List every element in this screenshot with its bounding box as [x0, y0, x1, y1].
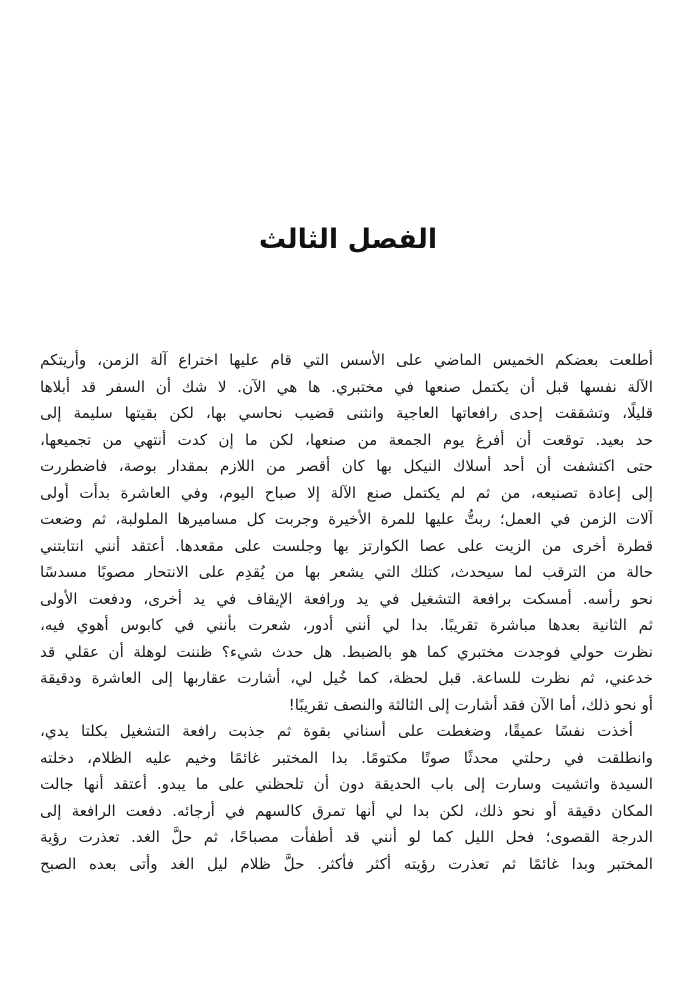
text-line: أو نحو ذلك، أما الآن فقد أشارت إلى الثالثة والنصف تقريبًا! — [288, 695, 653, 714]
text-line: ثم الثانية بعدها مباشرة تقريبًا. بدا لي أنني أدور، شعرت بأنني في كابوس أهوي فيه، — [40, 616, 653, 634]
text-line: حتى اكتشفت أن أحد أسلاك النيكل بها كان أقصر من اللازم بمقدار بوصة، فاضطررت — [40, 457, 653, 475]
text-line: أخذت نفسًا عميقًا، وضغطت على أسناني بقوة ثم جذبت رافعة التشغيل بكلتا يدي، — [40, 722, 633, 740]
text-line: حالة من الترقب لما سيحدث، كتلك التي يشعر بها من يُقدِم على الانتحار مصوبًا مسدسًا — [40, 563, 653, 581]
text-line: المكان دقيقة أو نحو ذلك، لكن بدا لي أنها تمرق كالسهم في أرجائه. دفعت الرافعة إلى — [40, 801, 653, 820]
text-line: قليلًا، وتشققت إحدى رافعاتها العاجية وانثنى قضيب نحاسي بها، لكن بقيتها سليمة إلى — [40, 404, 653, 422]
text-line: إلى إعادة تصنيعه، من ثم لم يكتمل صنع الآلة إلا صباح اليوم، وفي العاشرة بدأت أولى — [40, 483, 653, 502]
text-line: آلات الزمن في العمل؛ ربتُّ عليها للمرة الأخيرة وجربت كل مساميرها الملولبة، ثم وضعت — [40, 510, 653, 528]
text-line: نحو رأسه. أمسكت برافعة التشغيل في يد ورافعة الإيقاف في يد أخرى، ودفعت الأولى — [40, 589, 653, 608]
text-line: خدعني، ثم نظرت للساعة. قبل لحظة، كما خُيل لي، أشارت عقاربها إلى العاشرة ودقيقة — [40, 669, 653, 687]
text-line: السيدة واتشيت وسارت إلى باب الحديقة دون أن تلحظني على ما يبدو. أعتقد أنها جالت — [40, 775, 653, 793]
text-line: الآلة نفسها قبل أن يكتمل صنعها في مختبري. ها هي الآن. لا شك أن السفر قد أبلاها — [40, 377, 653, 396]
text-line: أطلعت بعضكم الخميس الماضي على الأسس التي قام عليها اختراع آلة الزمن، وأريتكم — [40, 351, 653, 369]
paragraph-1 — [40, 347, 653, 718]
chapter-title: الفصل الثالث — [258, 224, 438, 255]
paragraph-2 — [40, 718, 653, 877]
text-line: حد بعيد. توقعت أن أفرغ يوم الجمعة من صنعها، لكن ما إن كدت أنتهي من تجميعها، — [40, 430, 653, 449]
chapter-body — [40, 347, 653, 877]
text-line: قطرة أخرى من الزيت على عصا الكوارتز بها وجلست على مقعدها. أعتقد أنني انتابتني — [40, 536, 653, 555]
text-line: نظرت حولي فوجدت مختبري كما هو بالضبط. هل حدث شيء؟ ظننت لوهلة أن عقلي قد — [40, 642, 653, 661]
text-line: المختبر وبدا غائمًا ثم تعذرت رؤيته أكثر فأكثر. حلَّ ظلام ليل الغد وأتى بعده الصبح — [40, 854, 653, 873]
text-line: الدرجة القصوى؛ فحل الليل كما لو أنني قد أطفأت مصباحًا، ثم حلَّ الغد. تعذرت رؤية — [40, 828, 653, 846]
text-line: وانطلقت في رحلتي محدثًا صوتًا مكتومًا. بدا المختبر غائمًا وخيم عليه الظلام، دخلته — [40, 748, 653, 767]
